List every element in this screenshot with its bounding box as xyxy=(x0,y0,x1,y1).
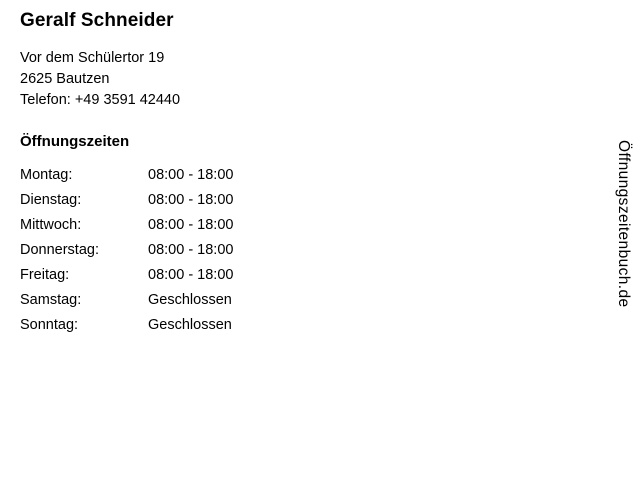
day-label: Mittwoch: xyxy=(20,217,82,233)
opening-hours-heading: Öffnungszeiten xyxy=(20,133,130,150)
day-hours: Geschlossen xyxy=(148,317,232,333)
day-label: Freitag: xyxy=(20,267,70,283)
address-street: Vor dem Schülertor 19 xyxy=(20,50,165,66)
page-title: Geralf Schneider xyxy=(20,10,174,31)
day-hours: 08:00 - 18:00 xyxy=(148,217,234,233)
table-row xyxy=(20,266,233,291)
day-label: Sonntag: xyxy=(20,317,79,333)
table-row xyxy=(20,191,233,216)
table-row xyxy=(20,316,233,341)
day-hours: 08:00 - 18:00 xyxy=(148,167,234,183)
address-block xyxy=(20,48,580,111)
watermark-text: Öffnungszeitenbuch.de xyxy=(615,140,632,308)
day-label: Samstag: xyxy=(20,292,82,308)
address-phone: Telefon: +49 3591 42440 xyxy=(20,92,181,108)
day-hours: 08:00 - 18:00 xyxy=(148,267,234,283)
day-label: Montag: xyxy=(20,167,73,183)
address-city: 2625 Bautzen xyxy=(20,71,110,87)
day-label: Donnerstag: xyxy=(20,242,99,258)
business-info-card xyxy=(20,10,580,341)
table-row xyxy=(20,166,233,191)
table-row xyxy=(20,291,233,316)
day-hours: 08:00 - 18:00 xyxy=(148,192,234,208)
day-hours: Geschlossen xyxy=(148,292,232,308)
opening-hours-table xyxy=(20,166,233,341)
table-row xyxy=(20,216,233,241)
table-row xyxy=(20,241,233,266)
day-label: Dienstag: xyxy=(20,192,82,208)
day-hours: 08:00 - 18:00 xyxy=(148,242,234,258)
